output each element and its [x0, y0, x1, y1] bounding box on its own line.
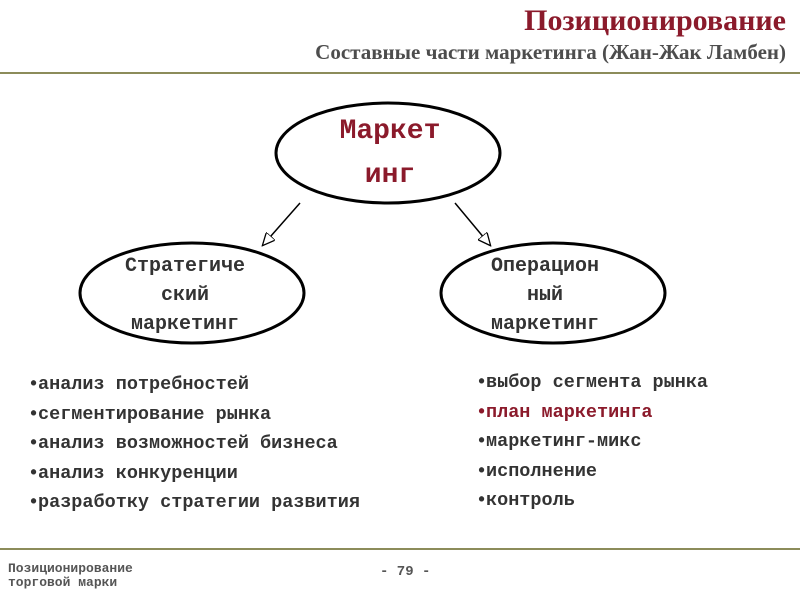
operational-activities-list	[476, 368, 708, 516]
list-item: •анализ потребностей	[28, 374, 249, 395]
footer-caption	[8, 562, 133, 590]
list-item: •анализ конкуренции	[28, 462, 238, 484]
strategic-activities-list	[28, 370, 360, 518]
list-item: •выбор сегмента рынка	[476, 372, 709, 393]
footer-line: торговой марки	[8, 575, 118, 590]
list-item: •исполнение	[476, 460, 598, 482]
strategic-node-label: Стратегиче ский маркетинг	[124, 255, 246, 336]
page-number: - 79 -	[380, 564, 431, 580]
footer-divider	[0, 548, 800, 550]
marketing-node-label: Маркет инг	[339, 116, 441, 191]
operational-node-label: Операцион ный маркетинг	[490, 255, 600, 336]
slide-title: Позиционирование	[524, 4, 786, 37]
list-item: •контроль	[476, 490, 575, 511]
arrow-to-strategic	[263, 203, 300, 245]
list-item-highlighted: •план маркетинга	[476, 401, 653, 423]
list-item: •разработку стратегии развития	[28, 492, 360, 513]
list-item: •маркетинг-микс	[476, 431, 642, 452]
arrow-to-operational	[455, 203, 490, 245]
footer-line: Позиционирование	[8, 561, 133, 576]
slide-subtitle: Составные части маркетинга (Жан-Жак Ламбен)	[315, 40, 786, 64]
list-item: •анализ возможностей бизнеса	[28, 433, 338, 454]
list-item: •сегментирование рынка	[28, 403, 272, 425]
